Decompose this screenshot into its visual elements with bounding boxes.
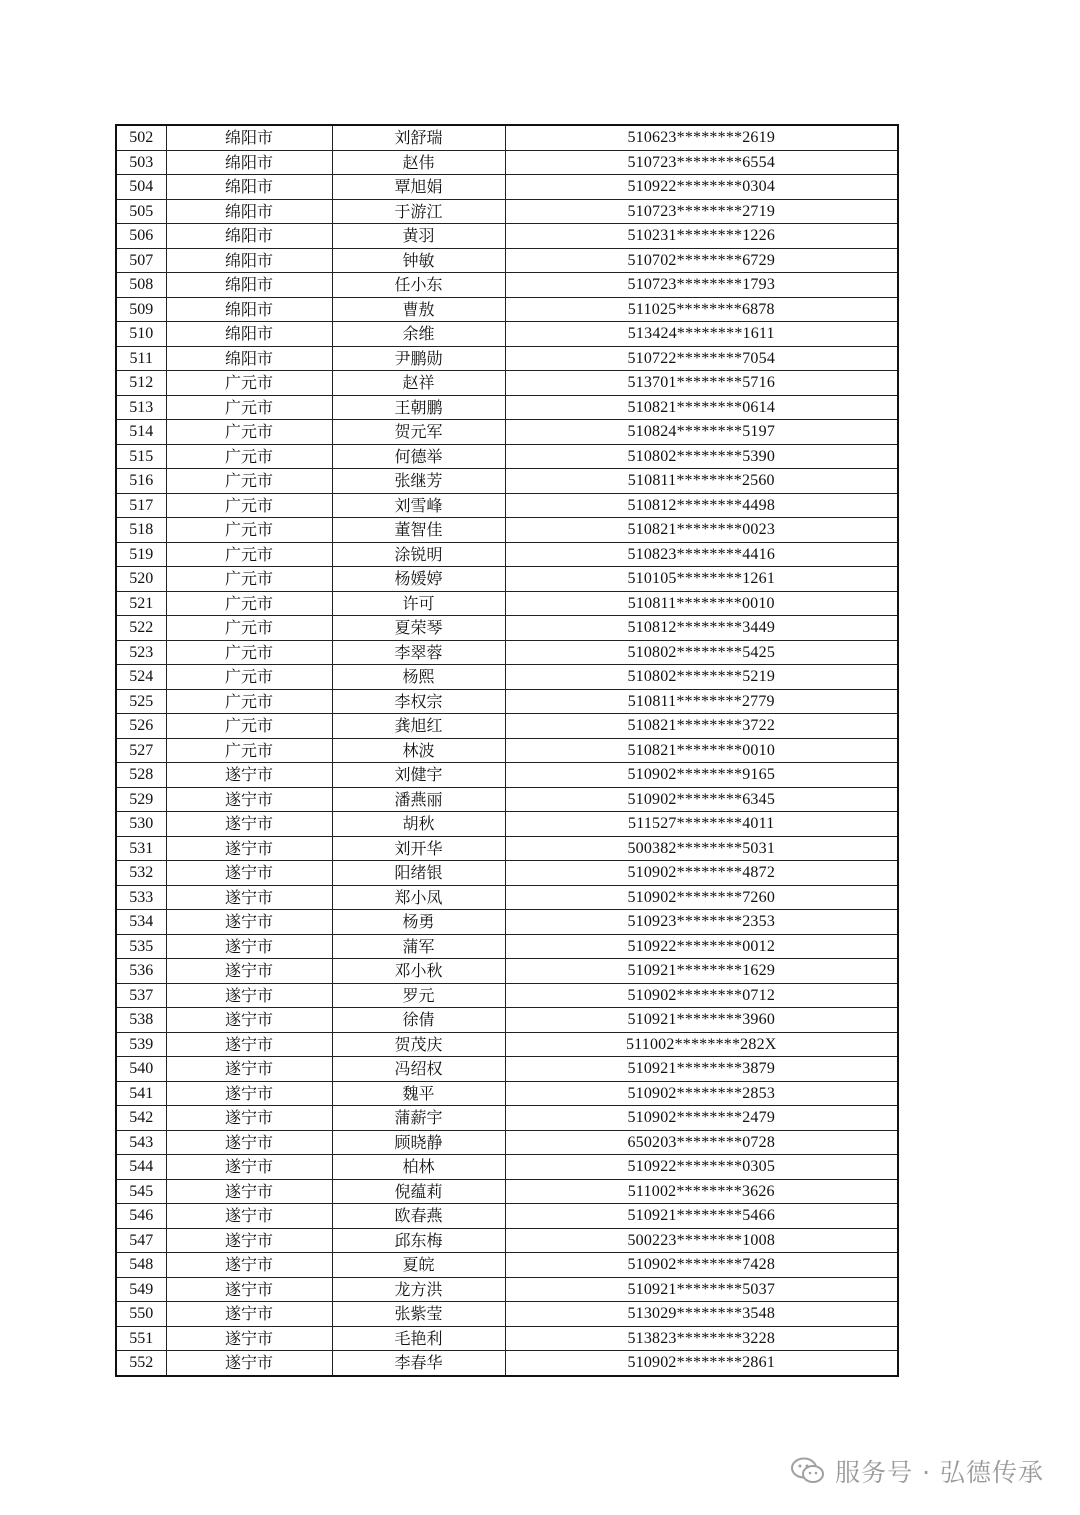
row-number-cell: 518 <box>116 518 166 543</box>
name-cell: 魏平 <box>332 1081 505 1106</box>
name-cell: 覃旭娟 <box>332 175 505 200</box>
city-cell: 遂宁市 <box>166 1106 332 1131</box>
name-cell: 贺元军 <box>332 420 505 445</box>
row-number-cell: 531 <box>116 836 166 861</box>
name-cell: 邓小秋 <box>332 959 505 984</box>
name-cell: 潘燕丽 <box>332 787 505 812</box>
name-cell: 柏林 <box>332 1155 505 1180</box>
table-row <box>116 248 898 273</box>
table-row <box>116 395 898 420</box>
table-row <box>116 493 898 518</box>
id-number-cell: 511002********282X <box>505 1032 898 1057</box>
table-row <box>116 518 898 543</box>
table-row <box>116 738 898 763</box>
id-number-cell: 513029********3548 <box>505 1302 898 1327</box>
name-cell: 许可 <box>332 591 505 616</box>
row-number-cell: 513 <box>116 395 166 420</box>
roster-table-body <box>116 125 898 1376</box>
name-cell: 阳绪银 <box>332 861 505 886</box>
row-number-cell: 545 <box>116 1179 166 1204</box>
row-number-cell: 532 <box>116 861 166 886</box>
table-row <box>116 885 898 910</box>
table-row <box>116 175 898 200</box>
city-cell: 遂宁市 <box>166 1228 332 1253</box>
id-number-cell: 510922********0305 <box>505 1155 898 1180</box>
row-number-cell: 507 <box>116 248 166 273</box>
city-cell: 遂宁市 <box>166 1032 332 1057</box>
city-cell: 遂宁市 <box>166 1302 332 1327</box>
row-number-cell: 514 <box>116 420 166 445</box>
table-row <box>116 1204 898 1229</box>
row-number-cell: 512 <box>116 371 166 396</box>
name-cell: 邱东梅 <box>332 1228 505 1253</box>
table-row <box>116 763 898 788</box>
row-number-cell: 509 <box>116 297 166 322</box>
id-number-cell: 510902********9165 <box>505 763 898 788</box>
row-number-cell: 544 <box>116 1155 166 1180</box>
city-cell: 广元市 <box>166 469 332 494</box>
name-cell: 尹鹏勋 <box>332 346 505 371</box>
city-cell: 绵阳市 <box>166 150 332 175</box>
id-number-cell: 510105********1261 <box>505 567 898 592</box>
name-cell: 赵祥 <box>332 371 505 396</box>
row-number-cell: 515 <box>116 444 166 469</box>
name-cell: 蒲薪宇 <box>332 1106 505 1131</box>
id-number-cell: 510702********6729 <box>505 248 898 273</box>
table-row <box>116 1106 898 1131</box>
table-row <box>116 1351 898 1376</box>
id-number-cell: 510902********2861 <box>505 1351 898 1376</box>
id-number-cell: 510902********7260 <box>505 885 898 910</box>
id-number-cell: 510723********2719 <box>505 199 898 224</box>
table-row <box>116 469 898 494</box>
id-number-cell: 510802********5219 <box>505 665 898 690</box>
city-cell: 遂宁市 <box>166 836 332 861</box>
name-cell: 赵伟 <box>332 150 505 175</box>
row-number-cell: 541 <box>116 1081 166 1106</box>
row-number-cell: 519 <box>116 542 166 567</box>
city-cell: 广元市 <box>166 689 332 714</box>
id-number-cell: 510823********4416 <box>505 542 898 567</box>
table-row <box>116 125 898 150</box>
id-number-cell: 510811********2560 <box>505 469 898 494</box>
city-cell: 绵阳市 <box>166 199 332 224</box>
name-cell: 黄羽 <box>332 224 505 249</box>
id-number-cell: 510902********4872 <box>505 861 898 886</box>
name-cell: 贺茂庆 <box>332 1032 505 1057</box>
city-cell: 遂宁市 <box>166 1179 332 1204</box>
id-number-cell: 510231********1226 <box>505 224 898 249</box>
table-row <box>116 714 898 739</box>
city-cell: 广元市 <box>166 665 332 690</box>
name-cell: 王朝鹏 <box>332 395 505 420</box>
row-number-cell: 551 <box>116 1326 166 1351</box>
table-row <box>116 273 898 298</box>
id-number-cell: 511527********4011 <box>505 812 898 837</box>
watermark-text: 服务号 · 弘德传承 <box>835 1458 1044 1487</box>
table-row <box>116 1253 898 1278</box>
id-number-cell: 510821********0023 <box>505 518 898 543</box>
name-cell: 涂锐明 <box>332 542 505 567</box>
table-row <box>116 322 898 347</box>
id-number-cell: 513424********1611 <box>505 322 898 347</box>
city-cell: 遂宁市 <box>166 812 332 837</box>
name-cell: 杨勇 <box>332 910 505 935</box>
table-row <box>116 1032 898 1057</box>
city-cell: 绵阳市 <box>166 346 332 371</box>
table-row <box>116 836 898 861</box>
id-number-cell: 510921********5037 <box>505 1277 898 1302</box>
row-number-cell: 522 <box>116 616 166 641</box>
id-number-cell: 510921********5466 <box>505 1204 898 1229</box>
city-cell: 遂宁市 <box>166 1008 332 1033</box>
table-row <box>116 812 898 837</box>
table-row <box>116 199 898 224</box>
id-number-cell: 511002********3626 <box>505 1179 898 1204</box>
table-row <box>116 689 898 714</box>
id-number-cell: 513823********3228 <box>505 1326 898 1351</box>
name-cell: 夏荣琴 <box>332 616 505 641</box>
city-cell: 遂宁市 <box>166 1326 332 1351</box>
name-cell: 张紫莹 <box>332 1302 505 1327</box>
id-number-cell: 510902********6345 <box>505 787 898 812</box>
city-cell: 遂宁市 <box>166 885 332 910</box>
name-cell: 罗元 <box>332 983 505 1008</box>
id-number-cell: 510902********7428 <box>505 1253 898 1278</box>
city-cell: 绵阳市 <box>166 297 332 322</box>
table-row <box>116 665 898 690</box>
city-cell: 遂宁市 <box>166 934 332 959</box>
row-number-cell: 530 <box>116 812 166 837</box>
id-number-cell: 500223********1008 <box>505 1228 898 1253</box>
name-cell: 顾晓静 <box>332 1130 505 1155</box>
city-cell: 绵阳市 <box>166 125 332 150</box>
city-cell: 广元市 <box>166 518 332 543</box>
id-number-cell: 510902********2853 <box>505 1081 898 1106</box>
row-number-cell: 504 <box>116 175 166 200</box>
wechat-icon <box>791 1457 825 1485</box>
id-number-cell: 513701********5716 <box>505 371 898 396</box>
row-number-cell: 536 <box>116 959 166 984</box>
table-row <box>116 224 898 249</box>
id-number-cell: 510623********2619 <box>505 125 898 150</box>
row-number-cell: 539 <box>116 1032 166 1057</box>
table-row <box>116 444 898 469</box>
row-number-cell: 520 <box>116 567 166 592</box>
name-cell: 于游江 <box>332 199 505 224</box>
row-number-cell: 523 <box>116 640 166 665</box>
roster-table <box>115 124 899 1377</box>
row-number-cell: 517 <box>116 493 166 518</box>
id-number-cell: 510811********0010 <box>505 591 898 616</box>
id-number-cell: 510922********0012 <box>505 934 898 959</box>
name-cell: 胡秋 <box>332 812 505 837</box>
name-cell: 李权宗 <box>332 689 505 714</box>
city-cell: 遂宁市 <box>166 959 332 984</box>
row-number-cell: 546 <box>116 1204 166 1229</box>
table-row <box>116 983 898 1008</box>
name-cell: 蒲军 <box>332 934 505 959</box>
name-cell: 张继芳 <box>332 469 505 494</box>
row-number-cell: 525 <box>116 689 166 714</box>
row-number-cell: 506 <box>116 224 166 249</box>
id-number-cell: 650203********0728 <box>505 1130 898 1155</box>
row-number-cell: 505 <box>116 199 166 224</box>
city-cell: 广元市 <box>166 616 332 641</box>
city-cell: 遂宁市 <box>166 861 332 886</box>
table-row <box>116 910 898 935</box>
name-cell: 龚旭红 <box>332 714 505 739</box>
table-row <box>116 1081 898 1106</box>
id-number-cell: 510921********3879 <box>505 1057 898 1082</box>
row-number-cell: 521 <box>116 591 166 616</box>
id-number-cell: 510824********5197 <box>505 420 898 445</box>
table-row <box>116 1155 898 1180</box>
name-cell: 钟敏 <box>332 248 505 273</box>
row-number-cell: 528 <box>116 763 166 788</box>
id-number-cell: 510821********0010 <box>505 738 898 763</box>
name-cell: 冯绍权 <box>332 1057 505 1082</box>
id-number-cell: 510902********2479 <box>505 1106 898 1131</box>
city-cell: 绵阳市 <box>166 224 332 249</box>
table-row <box>116 591 898 616</box>
name-cell: 董智佳 <box>332 518 505 543</box>
table-row <box>116 1302 898 1327</box>
name-cell: 何德举 <box>332 444 505 469</box>
name-cell: 毛艳利 <box>332 1326 505 1351</box>
table-row <box>116 616 898 641</box>
row-number-cell: 537 <box>116 983 166 1008</box>
row-number-cell: 510 <box>116 322 166 347</box>
city-cell: 遂宁市 <box>166 1204 332 1229</box>
table-row <box>116 787 898 812</box>
name-cell: 刘舒瑞 <box>332 125 505 150</box>
table-row <box>116 934 898 959</box>
name-cell: 刘开华 <box>332 836 505 861</box>
name-cell: 徐倩 <box>332 1008 505 1033</box>
row-number-cell: 534 <box>116 910 166 935</box>
city-cell: 遂宁市 <box>166 763 332 788</box>
city-cell: 遂宁市 <box>166 787 332 812</box>
row-number-cell: 533 <box>116 885 166 910</box>
table-row <box>116 959 898 984</box>
row-number-cell: 542 <box>116 1106 166 1131</box>
id-number-cell: 510811********2779 <box>505 689 898 714</box>
city-cell: 绵阳市 <box>166 175 332 200</box>
name-cell: 杨熙 <box>332 665 505 690</box>
row-number-cell: 538 <box>116 1008 166 1033</box>
name-cell: 郑小凤 <box>332 885 505 910</box>
id-number-cell: 500382********5031 <box>505 836 898 861</box>
city-cell: 遂宁市 <box>166 1277 332 1302</box>
name-cell: 李春华 <box>332 1351 505 1376</box>
table-row <box>116 1277 898 1302</box>
name-cell: 夏皖 <box>332 1253 505 1278</box>
name-cell: 欧春燕 <box>332 1204 505 1229</box>
city-cell: 遂宁市 <box>166 1057 332 1082</box>
city-cell: 广元市 <box>166 395 332 420</box>
id-number-cell: 510821********0614 <box>505 395 898 420</box>
row-number-cell: 548 <box>116 1253 166 1278</box>
table-row <box>116 1130 898 1155</box>
table-row <box>116 420 898 445</box>
name-cell: 曹敖 <box>332 297 505 322</box>
table-row <box>116 1008 898 1033</box>
table-row <box>116 1057 898 1082</box>
name-cell: 杨媛婷 <box>332 567 505 592</box>
id-number-cell: 510923********2353 <box>505 910 898 935</box>
row-number-cell: 549 <box>116 1277 166 1302</box>
city-cell: 广元市 <box>166 640 332 665</box>
row-number-cell: 529 <box>116 787 166 812</box>
row-number-cell: 527 <box>116 738 166 763</box>
row-number-cell: 524 <box>116 665 166 690</box>
id-number-cell: 510921********3960 <box>505 1008 898 1033</box>
table-row <box>116 371 898 396</box>
city-cell: 广元市 <box>166 591 332 616</box>
city-cell: 广元市 <box>166 420 332 445</box>
table-row <box>116 1326 898 1351</box>
id-number-cell: 510812********3449 <box>505 616 898 641</box>
id-number-cell: 510812********4498 <box>505 493 898 518</box>
city-cell: 广元市 <box>166 493 332 518</box>
table-row <box>116 150 898 175</box>
city-cell: 遂宁市 <box>166 1130 332 1155</box>
city-cell: 广元市 <box>166 738 332 763</box>
name-cell: 刘雪峰 <box>332 493 505 518</box>
id-number-cell: 510722********7054 <box>505 346 898 371</box>
id-number-cell: 510921********1629 <box>505 959 898 984</box>
row-number-cell: 526 <box>116 714 166 739</box>
city-cell: 遂宁市 <box>166 910 332 935</box>
table-row <box>116 861 898 886</box>
row-number-cell: 511 <box>116 346 166 371</box>
name-cell: 刘健宇 <box>332 763 505 788</box>
table-row <box>116 640 898 665</box>
city-cell: 绵阳市 <box>166 273 332 298</box>
table-row <box>116 567 898 592</box>
id-number-cell: 510902********0712 <box>505 983 898 1008</box>
city-cell: 遂宁市 <box>166 983 332 1008</box>
row-number-cell: 547 <box>116 1228 166 1253</box>
name-cell: 李翠蓉 <box>332 640 505 665</box>
name-cell: 林波 <box>332 738 505 763</box>
row-number-cell: 503 <box>116 150 166 175</box>
id-number-cell: 510802********5425 <box>505 640 898 665</box>
city-cell: 遂宁市 <box>166 1253 332 1278</box>
city-cell: 广元市 <box>166 444 332 469</box>
name-cell: 龙方洪 <box>332 1277 505 1302</box>
id-number-cell: 510821********3722 <box>505 714 898 739</box>
row-number-cell: 543 <box>116 1130 166 1155</box>
city-cell: 广元市 <box>166 714 332 739</box>
row-number-cell: 502 <box>116 125 166 150</box>
city-cell: 广元市 <box>166 371 332 396</box>
name-cell: 余维 <box>332 322 505 347</box>
row-number-cell: 550 <box>116 1302 166 1327</box>
table-row <box>116 297 898 322</box>
table-row <box>116 1179 898 1204</box>
city-cell: 绵阳市 <box>166 322 332 347</box>
id-number-cell: 510723********1793 <box>505 273 898 298</box>
city-cell: 广元市 <box>166 542 332 567</box>
row-number-cell: 516 <box>116 469 166 494</box>
name-cell: 任小东 <box>332 273 505 298</box>
id-number-cell: 510723********6554 <box>505 150 898 175</box>
city-cell: 绵阳市 <box>166 248 332 273</box>
row-number-cell: 552 <box>116 1351 166 1376</box>
row-number-cell: 535 <box>116 934 166 959</box>
row-number-cell: 540 <box>116 1057 166 1082</box>
table-row <box>116 346 898 371</box>
city-cell: 遂宁市 <box>166 1081 332 1106</box>
table-row <box>116 542 898 567</box>
name-cell: 倪蕴莉 <box>332 1179 505 1204</box>
id-number-cell: 511025********6878 <box>505 297 898 322</box>
id-number-cell: 510922********0304 <box>505 175 898 200</box>
city-cell: 广元市 <box>166 567 332 592</box>
city-cell: 遂宁市 <box>166 1155 332 1180</box>
row-number-cell: 508 <box>116 273 166 298</box>
watermark <box>791 1453 1044 1489</box>
table-row <box>116 1228 898 1253</box>
city-cell: 遂宁市 <box>166 1351 332 1376</box>
id-number-cell: 510802********5390 <box>505 444 898 469</box>
